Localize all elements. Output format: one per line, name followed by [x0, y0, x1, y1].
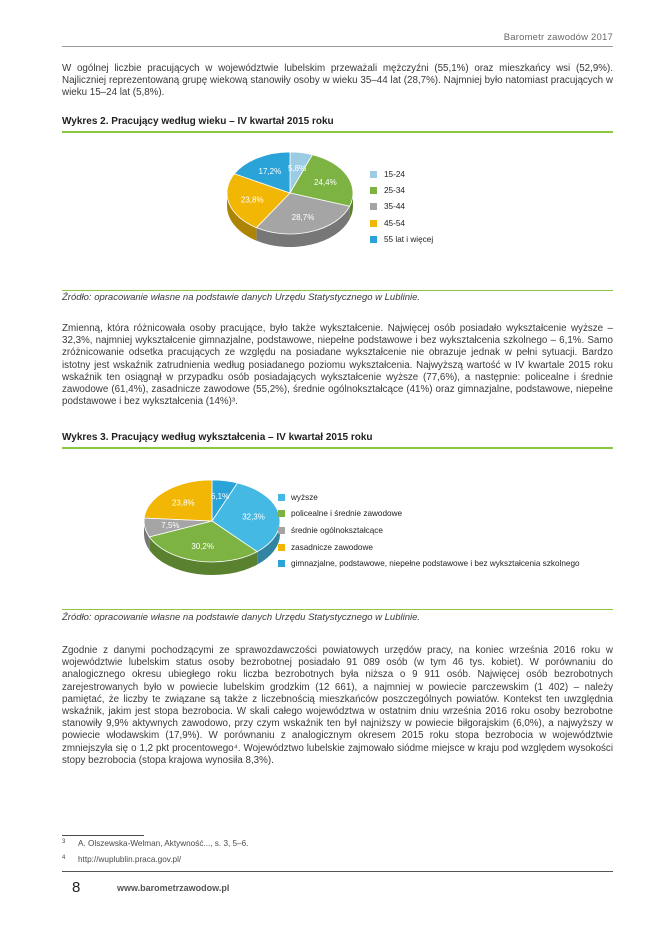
age-pie-chart [215, 148, 365, 258]
legend-swatch-post-secondary [278, 510, 285, 517]
legend-label-post-secondary: policealne i średnie zawodowe [291, 509, 403, 519]
legend-label-35-44: 35-44 [384, 202, 405, 212]
legend-item-post-secondary [278, 506, 580, 523]
legend-item-25-34 [370, 182, 433, 198]
header-rule [62, 46, 613, 47]
legend-label-lower-secondary: gimnazjalne, podstawowe, niepełne podstawowe i bez wykształcenia szkolnego [291, 559, 580, 569]
education-pie-value-label-0: 32,3% [242, 512, 265, 522]
paragraph-education: Zmienną, która różnicowała osoby pracujące, było także wykształcenie. Najwięcej osób posiadało wykształcenie wyższe – 32,3%, najmniej wykształcenie gimnazjalne, podstawowe, niepełne podstawowe i bez wykształcenia szkolnego – 6,1%. Samo zróżnicowanie odsetka pracujących ze względu na posiadane wykształcenie nie obrazuje jednak w pełni sytuacji. Bardzo istotny jest wskaźnik zatrudnienia według posiadanego poziomu wykształcenia. Najwyższą wartość w IV kwartale 2015 roku wskaźnik ten osiągnął w przypadku osób posiadających wykształcenie wyższe (77,6%), a następnie: policealne i średnie zawodowe (61,4%), zasadnicze zawodowe (55,2%), średnie ogólnokształcące (41%) oraz gimnazjalne, podstawowe, niepełne podstawowe i bez wykształcenia (14%)³. [62, 323, 613, 408]
footnote-3 [62, 839, 248, 848]
legend-item-45-54 [370, 215, 433, 231]
figure-2-source: Źródło: opracowanie własne na podstawie danych Urzędu Statystycznego w Lublinie. [62, 292, 421, 303]
paragraph-employment-gender-age: W ogólnej liczbie pracujących w województwie lubelskim przeważali mężczyźni (55,1%) oraz mieszkańcy wsi (52,9%). Najliczniej reprezentowaną grupę wiekową stanowiły osoby w wieku 35–44 lat (28,7%). Najmniej było natomiast pracujących w wieku 15–24 lat (5,8%). [62, 63, 613, 99]
education-pie-chart-svg [132, 476, 292, 586]
legend-item-higher [278, 489, 580, 506]
legend-item-35-44 [370, 199, 433, 215]
age-pie-value-label-0: 5,8% [287, 164, 307, 174]
legend-swatch-vocational [278, 544, 285, 551]
legend-item-15-24 [370, 166, 433, 182]
legend-swatch-35-44 [370, 203, 377, 210]
page-number: 8 [72, 879, 81, 896]
age-pie-value-label-3: 23,8% [240, 195, 264, 205]
footnote-4-mark: 4 [62, 855, 66, 861]
legend-swatch-15-24 [370, 171, 377, 178]
education-pie-value-label-2: 7,5% [161, 521, 180, 531]
footnote-rule [62, 835, 144, 836]
footer-rule [62, 871, 613, 872]
legend-swatch-higher [278, 494, 285, 501]
footnote-3-mark: 3 [62, 839, 66, 845]
footnote-4-link[interactable]: http://wuplublin.praca.gov.pl/ [78, 855, 182, 864]
education-pie-chart [132, 476, 292, 586]
figure-3-source: Źródło: opracowanie własne na podstawie danych Urzędu Statystycznego w Lublinie. [62, 612, 421, 623]
education-pie-value-label-3: 23,8% [171, 498, 195, 508]
website-link[interactable]: www.barometrzawodow.pl [117, 883, 230, 893]
legend-item-general-secondary [278, 522, 580, 539]
age-pie-value-label-2: 28,7% [291, 212, 315, 222]
legend-swatch-45-54 [370, 220, 377, 227]
legend-item-55-plus [370, 231, 433, 247]
legend-label-general-secondary: średnie ogólnokształcące [291, 525, 383, 535]
education-pie-value-label-4: 6,1% [210, 492, 230, 502]
figure-3-bottom-rule [62, 609, 613, 610]
figure-3-top-rule [62, 447, 613, 449]
legend-swatch-general-secondary [278, 527, 285, 534]
legend-item-vocational [278, 539, 580, 556]
legend-label-55-plus: 55 lat i więcej [384, 234, 434, 244]
education-pie-value-label-1: 30,2% [191, 541, 215, 551]
legend-label-vocational: zasadnicze zawodowe [291, 542, 373, 552]
legend-label-45-54: 45-54 [384, 218, 405, 228]
age-pie-chart-svg [215, 148, 365, 258]
legend-swatch-55-plus [370, 236, 377, 243]
legend-label-15-24: 15-24 [384, 169, 405, 179]
legend-label-25-34: 25-34 [384, 185, 405, 195]
figure-2-top-rule [62, 131, 613, 133]
footnote-4 [62, 855, 181, 864]
figure-3-title: Wykres 3. Pracujący według wykształcenia – IV kwartał 2015 roku [62, 432, 373, 443]
running-header: Barometr zawodów 2017 [503, 32, 613, 43]
legend-swatch-lower-secondary [278, 560, 285, 567]
footnote-3-text: A. Olszewska-Welman, Aktywność..., s. 3, 5–6. [78, 839, 249, 848]
education-pie-legend [278, 489, 580, 572]
legend-item-lower-secondary [278, 555, 580, 572]
figure-2-title: Wykres 2. Pracujący według wieku – IV kwartał 2015 roku [62, 116, 334, 127]
paragraph-unemployment: Zgodnie z danymi pochodzącymi ze sprawozdawczości powiatowych urzędów pracy, na koniec września 2016 roku w województwie lubelskim status osoby bezrobotnej posiadało 91 089 osób (w tym 46 tys. kobiet). W porównaniu do analogicznego okresu ubiegłego roku liczba bezrobotnych była niższa o 9 911 osób. Najwięcej osób bezrobotnych zarejestrowanych było w powiecie lubelskim grodzkim (12 661), a najmniej w powiecie parczewskim (1 402) – należy pamiętać, że liczby te związane są także z liczebnością mieszkańców poszczególnych powiatów. Kontekst ten uwzględnia wskaźnik, jakim jest stopa bezrobocia. W skali całego województwa w ostatnim dniu września 2016 roku osoby bezrobotne stanowiły 9,9% aktywnych zawodowo, przy czym wskaźnik ten był najniższy w powiecie biłgorajskim (6,0%), a najwyższy w powiecie włodawskim (17,9%). W porównaniu z analogicznym okresem 2015 roku stopa bezrobocia w województwie zmniejszyła się o 1,2 pkt procentowego⁴. Województwo lubelskie zajmowało siódme miejsce w kraju pod względem wysokości stopy bezrobocia (stopa krajowa wynosiła 8,3%). [62, 645, 613, 766]
age-pie-value-label-4: 17,2% [258, 167, 282, 177]
age-pie-value-label-1: 24,4% [314, 178, 337, 188]
legend-label-higher: wyższe [291, 492, 318, 502]
figure-2-bottom-rule [62, 290, 613, 291]
age-pie-legend [370, 166, 433, 247]
legend-swatch-25-34 [370, 187, 377, 194]
